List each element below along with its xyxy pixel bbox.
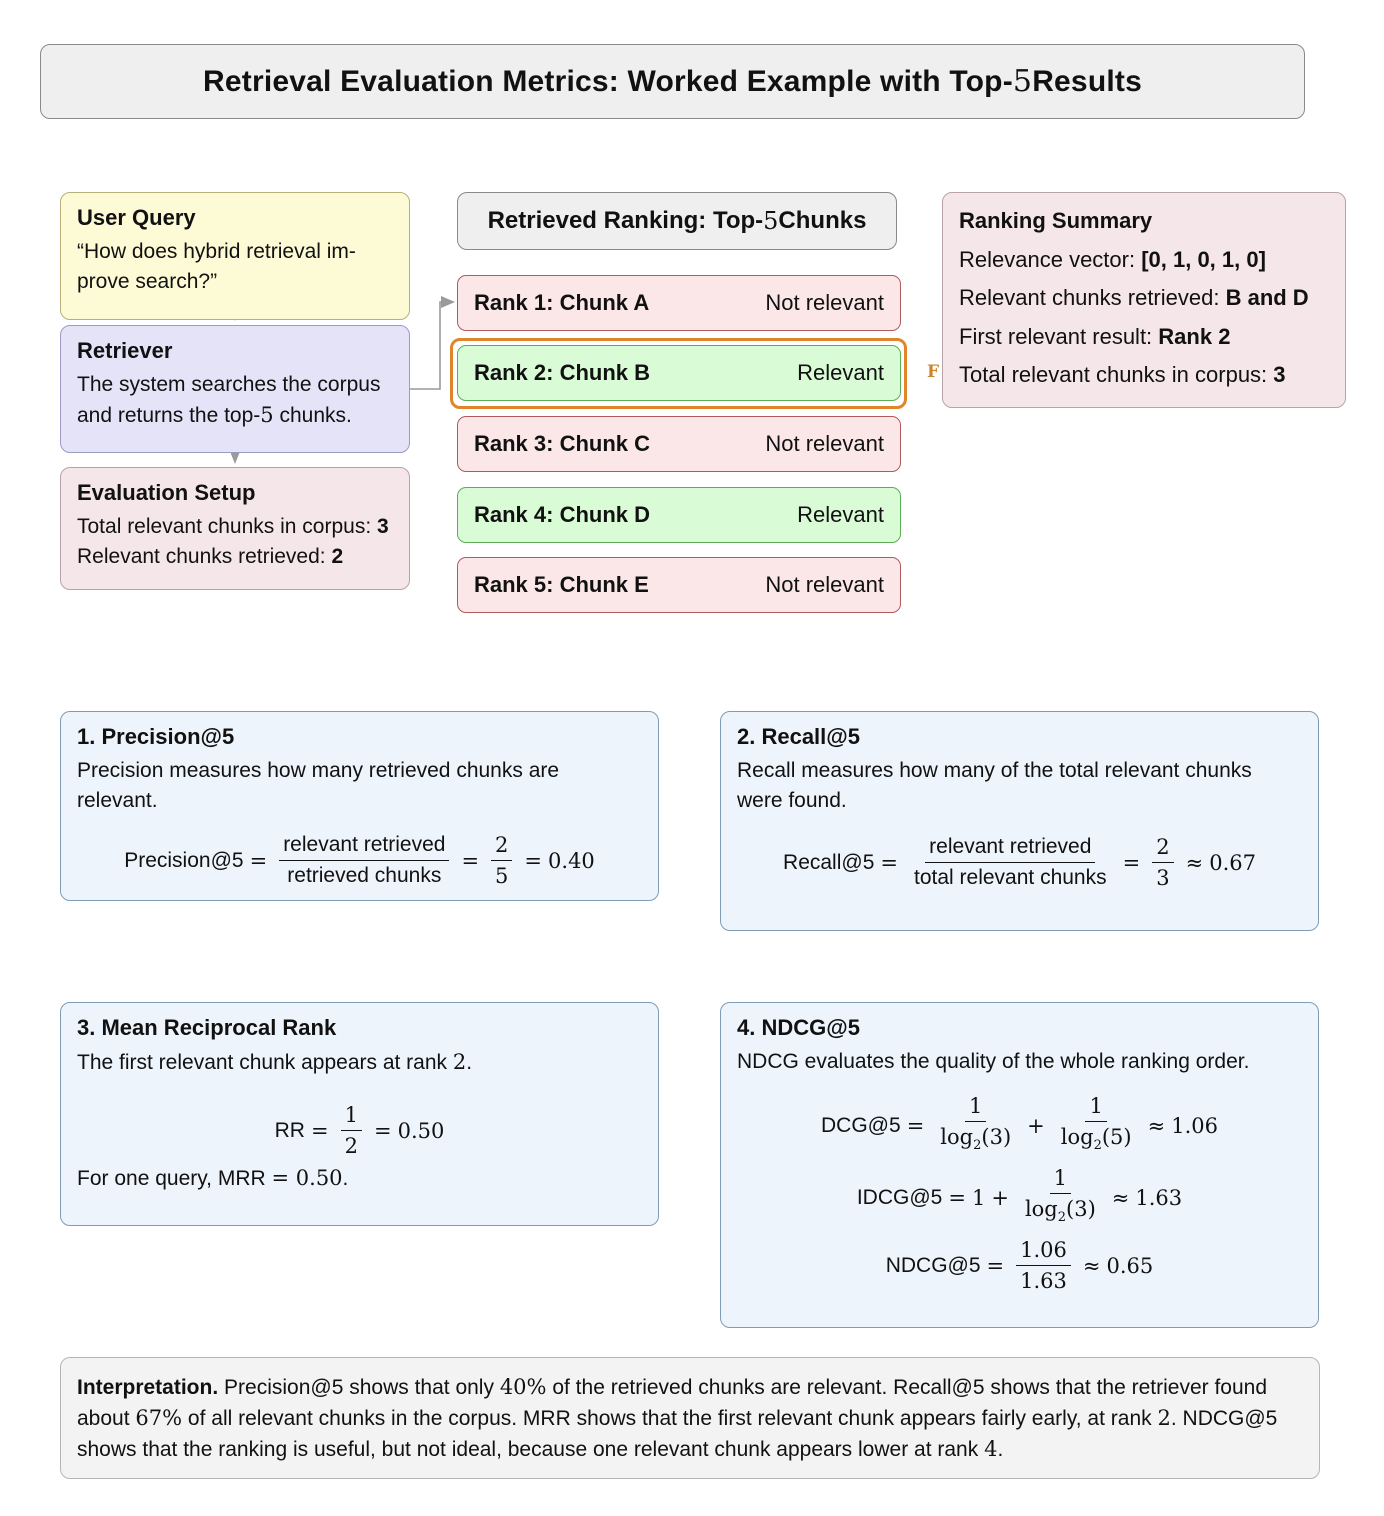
setup-total-value: 3 xyxy=(377,515,389,538)
interp-t4: . NDCG@5 shows that the ranking is useful, but not ideal, because one relevant chunk appears lower at rank xyxy=(77,1407,1278,1461)
idcg-term-arg: (3) xyxy=(1066,1197,1096,1222)
rank-status: Not relevant xyxy=(765,572,884,597)
setup-retrieved-value: 2 xyxy=(331,545,344,568)
user-query-text: “How does hybrid retrieval im-prove search?” xyxy=(77,240,356,293)
title-prefix: Retrieval Evaluation Metrics: Worked Example with Top- xyxy=(203,64,1013,98)
precision-lhs: Precision@5 xyxy=(124,848,244,872)
ranking-summary-heading: Ranking Summary xyxy=(959,208,1153,233)
summary-total-label: Total relevant chunks in corpus: xyxy=(959,362,1274,387)
dcg-term-2-base: 2 xyxy=(1093,1138,1102,1154)
mrr-box xyxy=(60,1002,659,1226)
retriever-k: 5 xyxy=(260,403,274,427)
precision-fraction-words xyxy=(279,832,449,889)
setup-retrieved-label: Relevant chunks retrieved: xyxy=(77,545,332,568)
interp-v3: 2 xyxy=(1157,1406,1171,1430)
interp-t3: of all relevant chunks in the corpus. MRR shows that the first relevant chunk appears fairly early, at rank xyxy=(182,1407,1158,1430)
setup-retrieved-line xyxy=(77,542,393,572)
recall-description: Recall measures how many of the total relevant chunks were found. xyxy=(737,759,1252,812)
recall-heading: 2. Recall@5 xyxy=(737,724,860,749)
precision-heading: 1. Precision@5 xyxy=(77,724,235,749)
mrr-desc-a: The first relevant chunk appears at rank xyxy=(77,1051,453,1074)
ndcg-n: 1.06 xyxy=(1016,1237,1071,1266)
summary-first-line xyxy=(959,318,1329,357)
rank-status: Relevant xyxy=(797,360,884,385)
recall-result: 0.67 xyxy=(1209,850,1256,875)
interp-v4: 4 xyxy=(984,1437,998,1461)
rank-label: Rank 4: Chunk D xyxy=(474,502,651,527)
summary-first-label: First relevant result: xyxy=(959,323,1159,349)
precision-fraction xyxy=(491,832,512,889)
recall-d: 3 xyxy=(1156,866,1170,890)
rank-label: Rank 5: Chunk E xyxy=(474,572,649,597)
precision-box xyxy=(60,711,659,901)
mrr-fraction xyxy=(341,1102,362,1159)
interp-t1: Precision@5 shows that only xyxy=(218,1376,500,1399)
mrr-footnote xyxy=(77,1163,642,1194)
evaluation-setup-heading: Evaluation Setup xyxy=(77,480,256,505)
summary-chunks-label: Relevant chunks retrieved: xyxy=(959,285,1226,310)
mrr-n: 1 xyxy=(341,1102,362,1131)
rank-item-3 xyxy=(457,416,901,472)
summary-total-value: 3 xyxy=(1273,362,1286,387)
interp-t5: . xyxy=(997,1438,1004,1461)
mrr-foot-b: . xyxy=(342,1167,349,1190)
idcg-term-base: 2 xyxy=(1057,1210,1067,1226)
recall-lhs: Recall@5 xyxy=(783,850,875,874)
rank-item-1 xyxy=(457,275,901,331)
summary-vector-value: [0, 1, 0, 1, 0] xyxy=(1141,246,1266,272)
summary-chunks-line xyxy=(959,279,1329,318)
ndcg-fraction xyxy=(1016,1237,1071,1294)
mrr-description xyxy=(77,1047,642,1078)
arrow-retriever-to-ranking xyxy=(410,302,448,389)
first-relevant-highlight xyxy=(450,338,907,409)
arrow-head-ranking xyxy=(441,296,455,308)
ndcg-description: NDCG evaluates the quality of the whole ranking order. xyxy=(737,1050,1250,1073)
precision-result: 0.40 xyxy=(548,848,595,873)
recall-formula: Recall@5 = $\frac{\text{relevant retrieved}}{\text{total relevant chunks}}$ = $\frac{2}{3}$ ≈ 0.67 xyxy=(783,835,1256,890)
mrr-d: 2 xyxy=(344,1134,358,1158)
precision-n: 2 xyxy=(491,832,512,861)
precision-den: retrieved chunks xyxy=(287,864,442,887)
recall-fraction-words xyxy=(910,834,1111,891)
retriever-box xyxy=(60,325,410,453)
evaluation-setup-box xyxy=(60,467,410,590)
retriever-text-b: chunks. xyxy=(273,404,352,427)
dcg-term-1 xyxy=(936,1093,1015,1159)
dcg-result: 1.06 xyxy=(1171,1114,1218,1139)
ranking-heading xyxy=(457,192,897,250)
mrr-rank: 2 xyxy=(452,1050,467,1074)
dcg-term-2-arg: (5) xyxy=(1101,1125,1132,1149)
rank-status: Not relevant xyxy=(765,290,884,315)
ranking-heading-a: Retrieved Ranking: Top- xyxy=(487,207,764,234)
title-k: 5 xyxy=(1012,64,1033,99)
mrr-formula: RR = $\frac{1}{2}$ = 0.50 xyxy=(274,1103,445,1158)
ndcg-d: 1.63 xyxy=(1020,1269,1067,1294)
rank-item-4 xyxy=(457,487,901,543)
summary-total-line xyxy=(959,356,1329,395)
dcg-term-1-arg: (3) xyxy=(981,1125,1012,1149)
idcg-formula: IDCG@5 = 1 + $\frac{1}{\log_2(3)}$ ≈ 1.63 xyxy=(737,1165,1302,1231)
ranking-summary-box xyxy=(942,192,1346,408)
retriever-text-a: The system searches the corpus and returns the top- xyxy=(77,373,381,427)
setup-total-label: Total relevant chunks in corpus: xyxy=(77,515,377,538)
mrr-foot-a: For one query, MRR xyxy=(77,1167,272,1190)
rank-status: Not relevant xyxy=(765,431,884,456)
mrr-lhs: RR xyxy=(274,1118,305,1142)
summary-first-value: Rank 2 xyxy=(1158,323,1231,349)
precision-description: Precision measures how many retrieved chunks are relevant. xyxy=(77,759,560,812)
recall-den: total relevant chunks xyxy=(914,866,1107,889)
dcg-term-1-base: 2 xyxy=(973,1138,982,1154)
summary-vector-line xyxy=(959,241,1329,280)
interpretation-box xyxy=(60,1357,1320,1479)
ranking-heading-b: Chunks xyxy=(778,207,867,234)
ndcg-lhs: NDCG@5 xyxy=(885,1253,981,1277)
precision-relation: = xyxy=(524,848,543,873)
recall-box xyxy=(720,711,1319,931)
rank-label: Rank 1: Chunk A xyxy=(474,290,650,315)
recall-n: 2 xyxy=(1152,834,1173,863)
interp-t2: of the retrieved chunks are relevant. Recall@5 shows that the retriever found about xyxy=(77,1376,1268,1430)
dcg-term-2-log: log xyxy=(1060,1125,1094,1149)
rank-label: Rank 2: Chunk B xyxy=(474,360,651,385)
rank-label: Rank 3: Chunk C xyxy=(474,431,651,456)
dcg-term-2 xyxy=(1057,1093,1136,1159)
first-relevant-marker: F xyxy=(927,362,940,382)
mrr-desc-b: . xyxy=(466,1051,473,1074)
interpretation-text xyxy=(61,1358,1319,1475)
interp-v1: 40% xyxy=(499,1375,547,1399)
recall-num: relevant retrieved xyxy=(925,834,1095,863)
rank-status: Relevant xyxy=(797,502,884,527)
precision-d: 5 xyxy=(495,864,509,888)
user-query-box xyxy=(60,192,410,320)
retriever-heading: Retriever xyxy=(77,338,173,363)
ranking-heading-k: 5 xyxy=(763,207,779,235)
title-suffix: Results xyxy=(1032,64,1142,98)
idcg-term xyxy=(1021,1165,1100,1231)
recall-relation: ≈ xyxy=(1185,850,1204,875)
summary-vector-label: Relevance vector: xyxy=(959,246,1142,272)
interpretation-heading: Interpretation. xyxy=(77,1376,219,1399)
dcg-term-1-num: 1 xyxy=(965,1093,986,1122)
idcg-one: 1 xyxy=(971,1186,986,1211)
ndcg-result: 0.65 xyxy=(1106,1253,1154,1278)
ndcg-heading: 4. NDCG@5 xyxy=(737,1015,860,1040)
interp-v2: 67% xyxy=(135,1406,183,1430)
rank-item-5 xyxy=(457,557,901,613)
ndcg-box xyxy=(720,1002,1319,1328)
idcg-term-log: log xyxy=(1024,1197,1058,1222)
summary-chunks-value: B and D xyxy=(1225,285,1309,310)
user-query-heading: User Query xyxy=(77,205,196,230)
precision-formula: Precision@5 = $\frac{\text{relevant retrieved}}{\text{retrieved chunks}}$ = $\frac{2}{5}$ = 0.40 xyxy=(124,833,595,888)
recall-fraction xyxy=(1152,834,1173,891)
idcg-lhs: IDCG@5 xyxy=(856,1186,943,1210)
idcg-term-num: 1 xyxy=(1050,1165,1071,1194)
precision-num: relevant retrieved xyxy=(279,832,449,861)
mrr-result: 0.50 xyxy=(397,1118,445,1143)
dcg-term-2-num: 1 xyxy=(1085,1093,1106,1122)
dcg-term-1-log: log xyxy=(940,1125,974,1149)
idcg-result: 1.63 xyxy=(1135,1186,1183,1211)
ndcg-formula: NDCG@5 = $\frac{1.06}{1.63}$ ≈ 0.65 xyxy=(885,1238,1154,1294)
mrr-foot-eq: = 0.50 xyxy=(271,1166,343,1190)
dcg-formula: DCG@5 = $\frac{1}{\log_2(3)}$ + $\frac{1}{\log_2(5)}$ ≈ 1.06 xyxy=(737,1093,1302,1159)
retriever-text xyxy=(77,370,393,431)
dcg-lhs: DCG@5 xyxy=(821,1114,901,1138)
mrr-heading: 3. Mean Reciprocal Rank xyxy=(77,1015,337,1040)
setup-total-line xyxy=(77,512,393,542)
